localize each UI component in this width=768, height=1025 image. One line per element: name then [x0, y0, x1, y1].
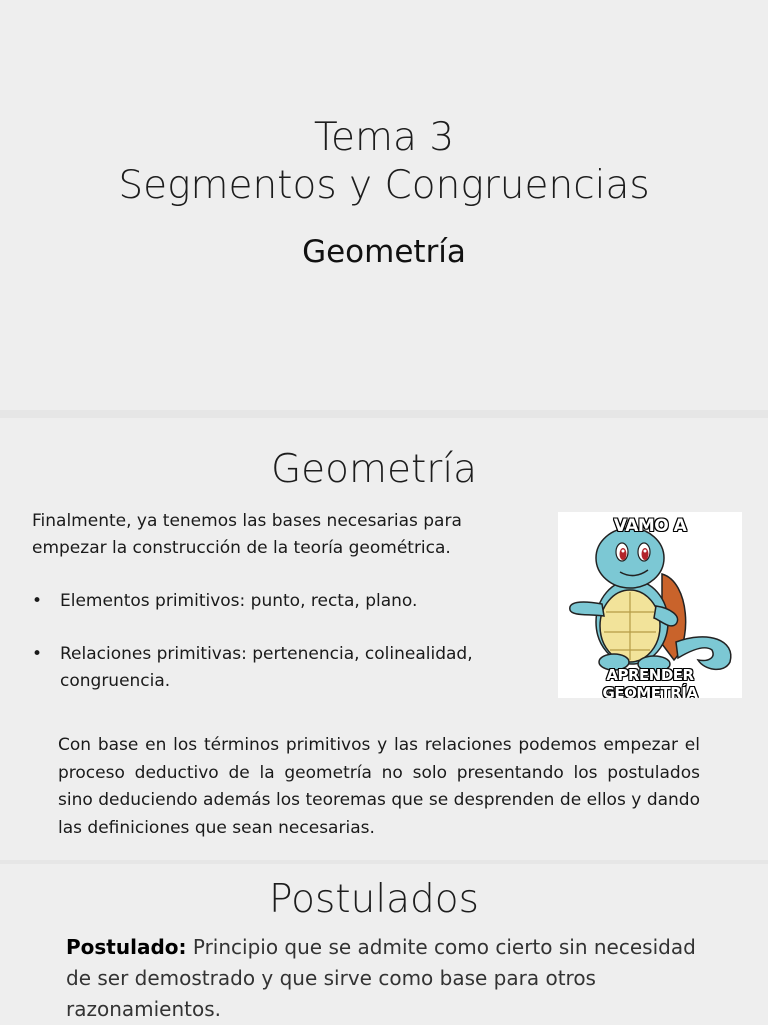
slide-heading: Geometría [270, 447, 478, 492]
slide-subtitle: Geometría [302, 234, 466, 270]
slide-heading: Postulados [269, 877, 479, 922]
bullet-icon: • [32, 644, 43, 664]
geometry-slide [0, 420, 768, 860]
list-item [32, 641, 532, 695]
bullet-text: Elementos primitivos: punto, recta, plano. [60, 591, 418, 611]
definition-text [66, 932, 716, 1025]
slide-divider [0, 410, 768, 418]
slide-title [0, 114, 768, 210]
meme-bottom-text: APRENDER GEOMETRÍA [602, 666, 698, 698]
definition-body: Principio que se admite como cierto sin necesidad de ser demostrado y que sirve como base para otros razonamientos. [66, 935, 696, 1021]
meme-top-text: VAMO A [613, 516, 687, 536]
title-slide [0, 0, 768, 410]
bullet-text: Relaciones primitivas: pertenencia, colinealidad, congruencia. [60, 644, 473, 691]
definition-term: Postulado: [66, 935, 187, 959]
list-item [32, 588, 532, 615]
postulates-slide [0, 864, 768, 1024]
intro-text: Finalmente, ya tenemos las bases necesarias para empezar la construcción de la teoría geométrica. [32, 511, 462, 558]
title-line-1: Tema 3 [313, 115, 455, 160]
bullet-icon: • [32, 591, 43, 611]
body-paragraph: Con base en los términos primitivos y las relaciones podemos empezar el proceso deductivo de la geometría no solo presentando los postulados sino deduciendo además los teoremas que se desprenden de ellos y dando las definiciones que sean necesarias. [58, 735, 700, 838]
meme-image [558, 512, 742, 698]
bullet-list [32, 588, 532, 721]
title-line-2: Segmentos y Congruencias [118, 163, 650, 208]
